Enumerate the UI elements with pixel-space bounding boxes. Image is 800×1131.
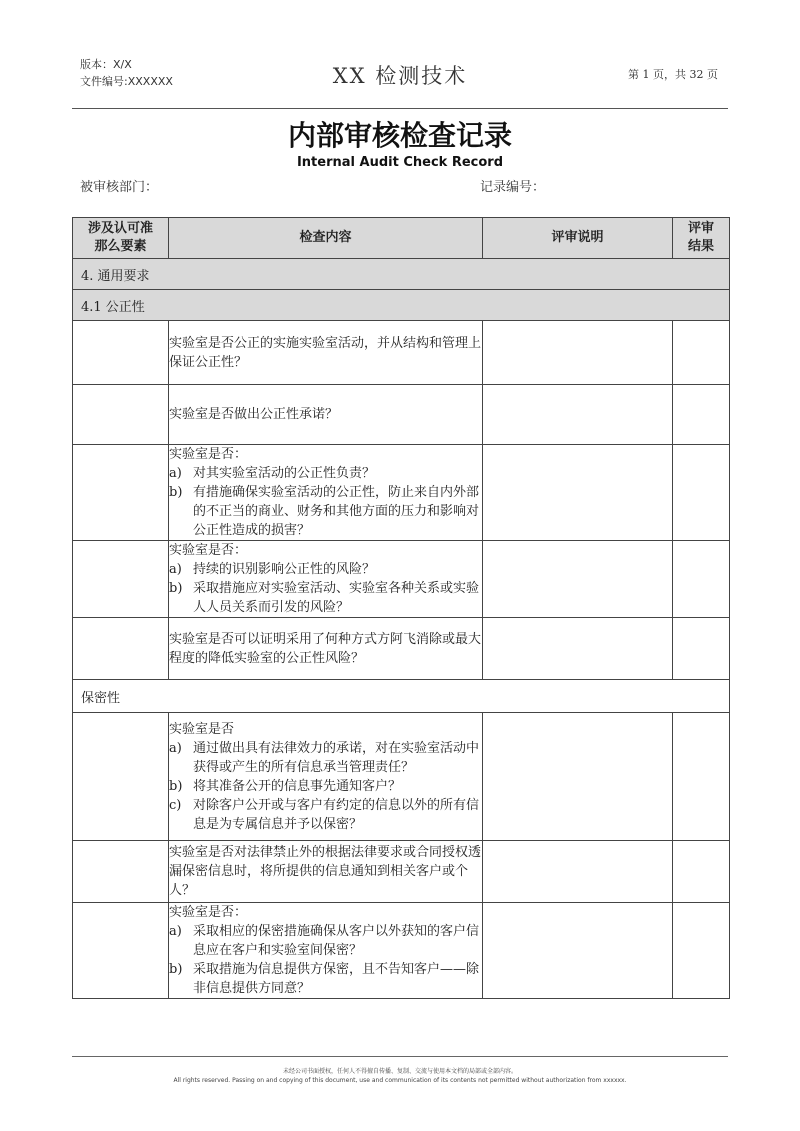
sub-item-label: b)	[169, 962, 183, 977]
review-notes-cell[interactable]	[483, 321, 673, 385]
review-notes-cell[interactable]	[483, 903, 673, 999]
element-cell[interactable]	[73, 385, 169, 445]
sub-item-label: a)	[169, 924, 182, 939]
sub-item-text: 对其实验室活动的公正性负责？	[193, 466, 376, 481]
sub-item-text: 采取相应的保密措施确保从客户以外获知的客户信息应在客户和实验室间保密？	[193, 924, 480, 958]
check-sub-item	[169, 922, 482, 960]
sub-item-text: 有措施确保实验室活动的公正性，防止来自内外部的不正当的商业、财务和其他方面的压力和影响对公正性造成的损害？	[193, 485, 480, 538]
table-header-row	[73, 218, 730, 259]
check-sub-item	[169, 960, 482, 998]
sub-item-text: 采取措施应对实验室活动、实验室各种关系或实验人人员关系而引发的风险？	[193, 581, 480, 615]
review-result-cell[interactable]	[673, 618, 730, 680]
element-cell[interactable]	[73, 903, 169, 999]
review-notes-cell[interactable]	[483, 713, 673, 841]
review-notes-cell[interactable]	[483, 841, 673, 903]
check-question: 实验室是否做出公正性承诺？	[169, 407, 339, 422]
check-question: 实验室是否公正的实施实验室活动，并从结构和管理上保证公正性？	[169, 335, 482, 370]
check-question: 实验室是否可以证明采用了何种方式方阿飞消除或最大程度的降低实验室的公正性风险？	[169, 631, 482, 666]
check-question: 实验室是否：	[169, 447, 248, 462]
table-row	[73, 713, 730, 841]
element-cell[interactable]	[73, 541, 169, 618]
footer-notice-en: All rights reserved. Passing on and copying of this document, use and communication of its contents not permitted without authorization from xxxxxx.	[173, 1077, 627, 1084]
sub-item-text: 对除客户公开或与客户有约定的信息以外的所有信息是为专属信息并予以保密？	[193, 797, 480, 832]
review-result-cell[interactable]	[673, 541, 730, 618]
header-meta	[80, 56, 173, 90]
review-result-cell[interactable]	[673, 445, 730, 541]
review-result-cell[interactable]	[673, 713, 730, 841]
review-notes-cell[interactable]	[483, 618, 673, 680]
sub-item-label: a)	[169, 466, 182, 481]
sub-item-label: c)	[169, 797, 182, 813]
footer-divider	[72, 1056, 728, 1057]
section-row-confidentiality	[73, 680, 730, 713]
check-content-cell	[169, 321, 483, 385]
col-header-result: 评审结果	[673, 218, 730, 259]
audit-check-table	[72, 217, 730, 999]
review-result-cell[interactable]	[673, 385, 730, 445]
check-sub-item	[169, 739, 482, 777]
document-title: 内部审核检查记录	[287, 119, 512, 152]
section-row-impartiality	[73, 290, 730, 321]
check-sub-item	[169, 560, 482, 579]
review-notes-cell[interactable]	[483, 385, 673, 445]
table-row	[73, 321, 730, 385]
review-result-cell[interactable]	[673, 841, 730, 903]
footer-notice-cn: 未经公司书面授权，任何人不得擅自传播、复制、交流与使用本文档的局部或全部内容。	[282, 1068, 517, 1075]
col-header-element: 涉及认可准那么要素	[73, 218, 169, 259]
check-content-cell	[169, 618, 483, 680]
sub-item-text: 将其准备公开的信息事先通知客户？	[193, 778, 402, 794]
check-question: 实验室是否：	[169, 543, 248, 558]
section-row-general	[73, 259, 730, 290]
table-row	[73, 618, 730, 680]
table-row	[73, 385, 730, 445]
element-cell[interactable]	[73, 618, 169, 680]
table-row	[73, 445, 730, 541]
review-notes-cell[interactable]	[483, 445, 673, 541]
section-label: 4.1 公正性	[73, 290, 730, 321]
table-row	[73, 903, 730, 999]
record-number-field: 记录编号：	[480, 180, 546, 195]
sub-item-label: a)	[169, 562, 182, 577]
review-result-cell[interactable]	[673, 903, 730, 999]
sub-item-text: 通过做出具有法律效力的承诺，对在实验室活动中获得或产生的所有信息承当管理责任？	[193, 740, 480, 775]
col-header-content: 检查内容	[169, 218, 483, 259]
check-content-cell	[169, 385, 483, 445]
sub-item-text: 采取措施为信息提供方保密，且不告知客户——除非信息提供方同意？	[193, 962, 480, 996]
company-name: XX 检测技术	[332, 64, 468, 88]
check-content-cell	[169, 713, 483, 841]
document-subtitle: Internal Audit Check Record	[296, 155, 504, 170]
section-label: 4. 通用要求	[73, 259, 730, 290]
sub-item-label: a)	[169, 740, 182, 756]
check-content-cell	[169, 903, 483, 999]
check-sub-item	[169, 777, 482, 796]
check-sub-item	[169, 796, 482, 834]
review-result-cell[interactable]	[673, 321, 730, 385]
check-content-cell	[169, 445, 483, 541]
table-row	[73, 841, 730, 903]
check-question: 实验室是否	[169, 721, 235, 737]
element-cell[interactable]	[73, 445, 169, 541]
page-indicator: 第 1 页，共 32 页	[628, 68, 718, 81]
review-notes-cell[interactable]	[483, 541, 673, 618]
check-question: 实验室是否对法律禁止外的根据法律要求或合同授权透漏保密信息时，将所提供的信息通知到相关客户或个人？	[169, 845, 482, 898]
element-cell[interactable]	[73, 841, 169, 903]
audited-department-field: 被审核部门：	[80, 180, 159, 195]
element-cell[interactable]	[73, 321, 169, 385]
check-sub-item	[169, 464, 482, 483]
check-content-cell	[169, 541, 483, 618]
check-sub-item	[169, 579, 482, 617]
doc-number-label: 文件编号:XXXXXX	[80, 75, 173, 88]
version-label: 版本：X/X	[80, 58, 132, 71]
check-sub-item	[169, 483, 482, 540]
sub-item-label: b)	[169, 485, 183, 500]
section-label: 保密性	[73, 680, 730, 713]
element-cell[interactable]	[73, 713, 169, 841]
header-divider	[72, 108, 728, 109]
check-question: 实验室是否：	[169, 905, 248, 920]
col-header-notes: 评审说明	[483, 218, 673, 259]
sub-item-text: 持续的识别影响公正性的风险？	[193, 562, 376, 577]
sub-item-label: b)	[169, 778, 183, 794]
sub-item-label: b)	[169, 581, 183, 596]
check-content-cell	[169, 841, 483, 903]
table-row	[73, 541, 730, 618]
